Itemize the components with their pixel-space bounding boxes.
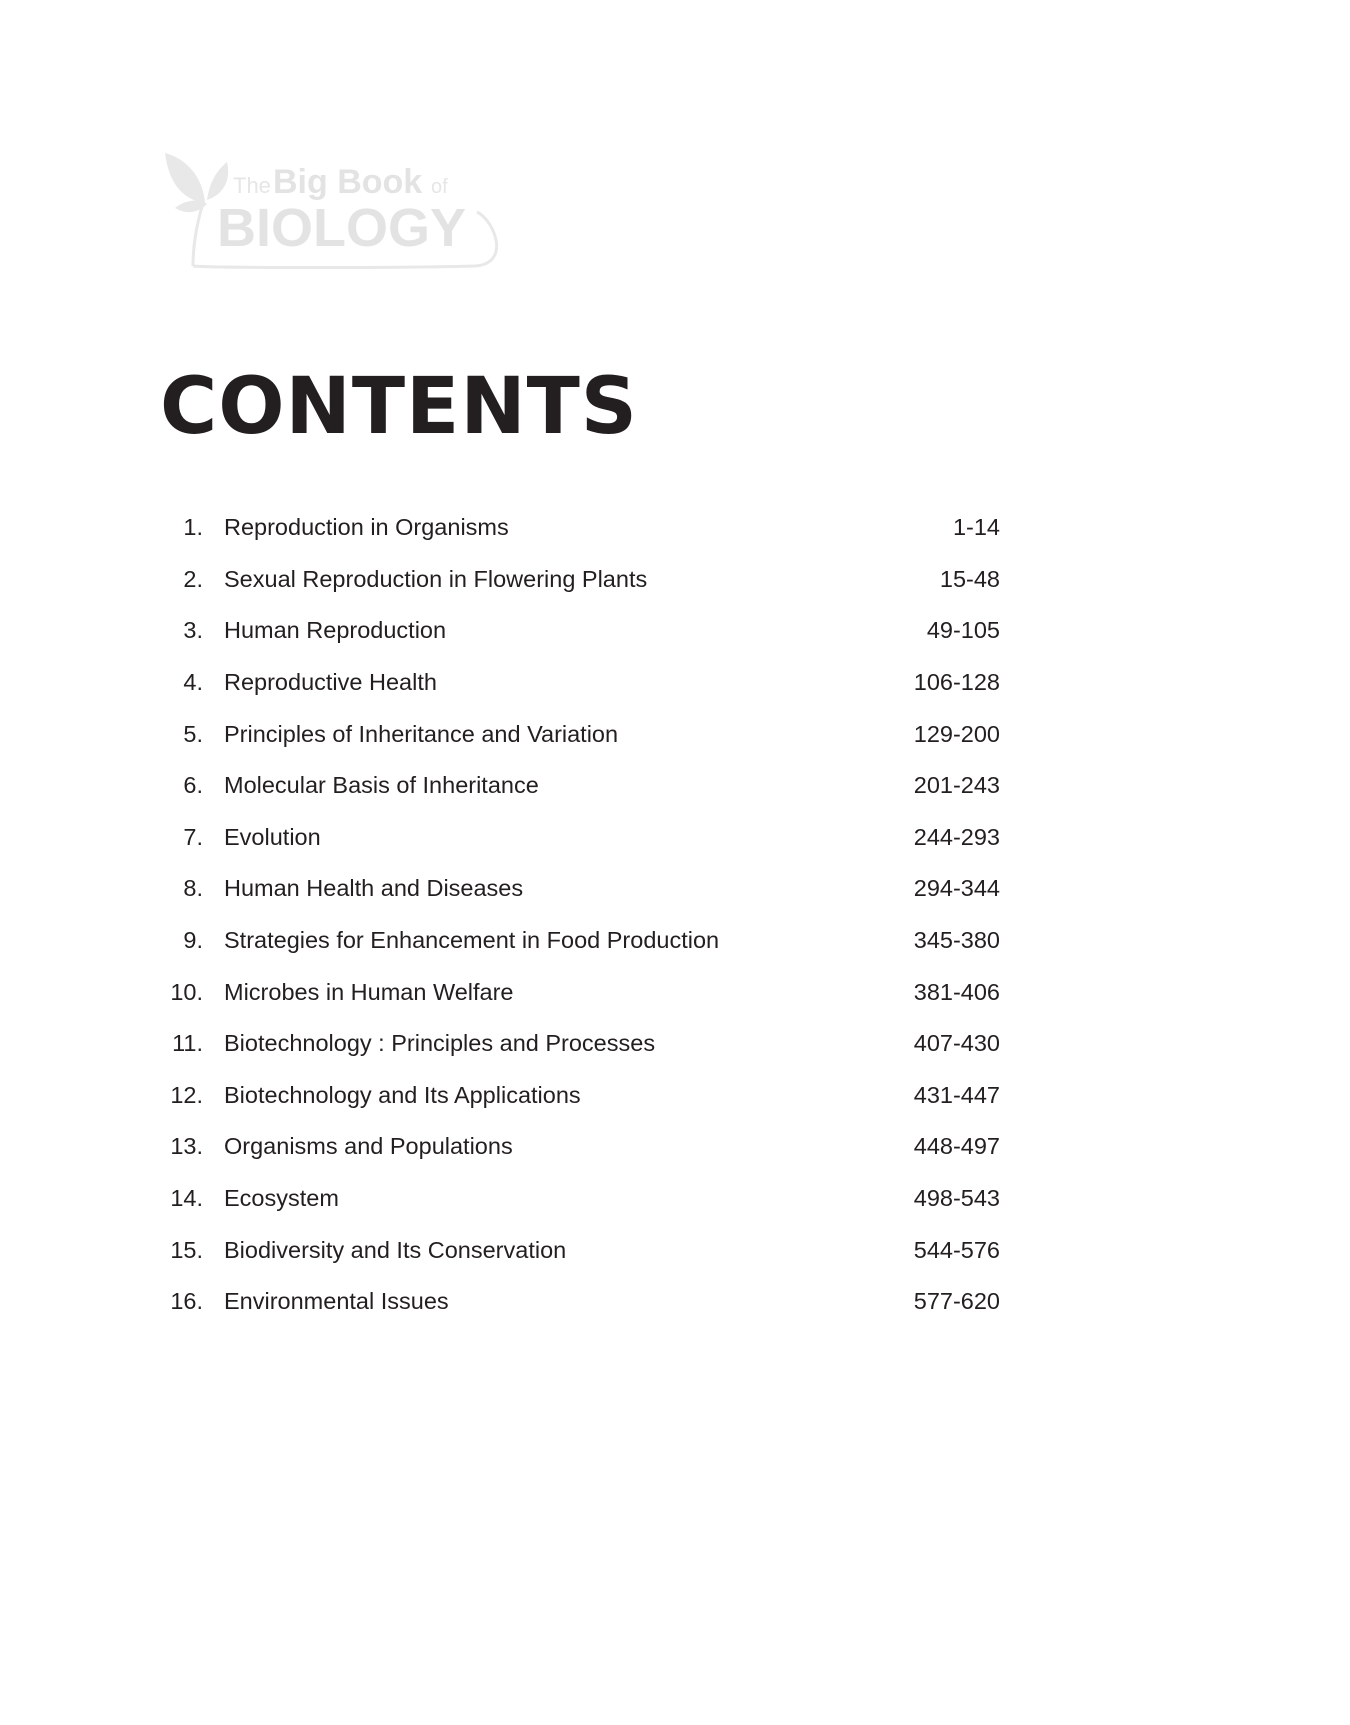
chapter-title: Biodiversity and Its Conservation — [224, 1236, 567, 1263]
chapter-number: 12. — [170, 1081, 203, 1108]
chapter-number: 8. — [183, 875, 203, 902]
page-range: 448-497 — [913, 1133, 1000, 1160]
chapter-title: Sexual Reproduction in Flowering Plants — [224, 565, 648, 592]
toc-entry — [150, 1121, 1000, 1173]
logo-the: The — [233, 173, 271, 198]
chapter-number: 10. — [170, 978, 203, 1005]
chapter-title: Biotechnology : Principles and Processes — [224, 1030, 656, 1057]
toc-entry — [150, 760, 1000, 812]
chapter-number: 15. — [170, 1236, 203, 1263]
toc-entry — [150, 502, 1000, 554]
chapter-title: Evolution — [224, 823, 321, 850]
book-logo-watermark — [155, 148, 515, 283]
page-range: 577-620 — [913, 1288, 1000, 1315]
chapter-title: Reproductive Health — [224, 669, 437, 696]
logo-of: of — [431, 176, 448, 198]
chapter-number: 16. — [170, 1288, 203, 1315]
page-range: 201-243 — [913, 772, 1000, 799]
page-range: 544-576 — [913, 1236, 1000, 1263]
logo-biology: BIOLOGY — [217, 198, 467, 258]
toc-entry — [150, 554, 1000, 606]
toc-entry — [150, 915, 1000, 967]
chapter-number: 11. — [172, 1030, 203, 1057]
chapter-number: 14. — [170, 1185, 203, 1212]
toc-entry — [150, 1173, 1000, 1225]
chapter-title: Strategies for Enhancement in Food Production — [224, 927, 720, 954]
toc-entry — [150, 1018, 1000, 1070]
page-range: 407-430 — [913, 1030, 1000, 1057]
chapter-title: Human Health and Diseases — [224, 875, 524, 902]
page-range: 129-200 — [913, 720, 1000, 747]
toc-entry — [150, 1070, 1000, 1122]
chapter-number: 5. — [183, 720, 203, 747]
page-range: 294-344 — [913, 875, 1000, 902]
chapter-number: 7. — [183, 823, 203, 850]
chapter-title: Organisms and Populations — [224, 1133, 513, 1160]
toc-entry — [150, 657, 1000, 709]
chapter-title: Ecosystem — [224, 1185, 339, 1212]
toc-entry — [150, 812, 1000, 864]
toc-entry — [150, 863, 1000, 915]
page-range: 431-447 — [913, 1081, 1000, 1108]
toc-entry — [150, 708, 1000, 760]
chapter-number: 2. — [183, 565, 203, 592]
chapter-title: Biotechnology and Its Applications — [224, 1081, 581, 1108]
toc-entry — [150, 605, 1000, 657]
chapter-title: Molecular Basis of Inheritance — [224, 772, 539, 799]
toc-entry — [150, 1224, 1000, 1276]
chapter-number: 4. — [183, 669, 203, 696]
page-range: 1-14 — [952, 514, 1000, 541]
page-range: 381-406 — [913, 978, 1000, 1005]
page-range: 15-48 — [939, 565, 1000, 592]
chapter-title: Environmental Issues — [224, 1288, 449, 1315]
logo-big-book: Big Book — [273, 163, 423, 201]
toc-entry — [150, 966, 1000, 1018]
page-range: 49-105 — [926, 617, 1000, 644]
chapter-number: 9. — [183, 927, 203, 954]
chapter-number: 3. — [183, 617, 203, 644]
page-range: 106-128 — [913, 669, 1000, 696]
toc-entry — [150, 1276, 1000, 1328]
chapter-title: Human Reproduction — [224, 617, 447, 644]
page-range: 498-543 — [913, 1185, 1000, 1212]
chapter-number: 6. — [183, 772, 203, 799]
page-title: CONTENTS — [160, 362, 638, 452]
chapter-number: 1. — [183, 514, 203, 541]
chapter-number: 13. — [170, 1133, 203, 1160]
page-range: 244-293 — [913, 823, 1000, 850]
chapter-title: Principles of Inheritance and Variation — [224, 720, 619, 747]
page-range: 345-380 — [913, 927, 1000, 954]
chapter-title: Microbes in Human Welfare — [224, 978, 514, 1005]
chapter-title: Reproduction in Organisms — [224, 514, 509, 541]
contents-list — [150, 502, 1000, 1328]
